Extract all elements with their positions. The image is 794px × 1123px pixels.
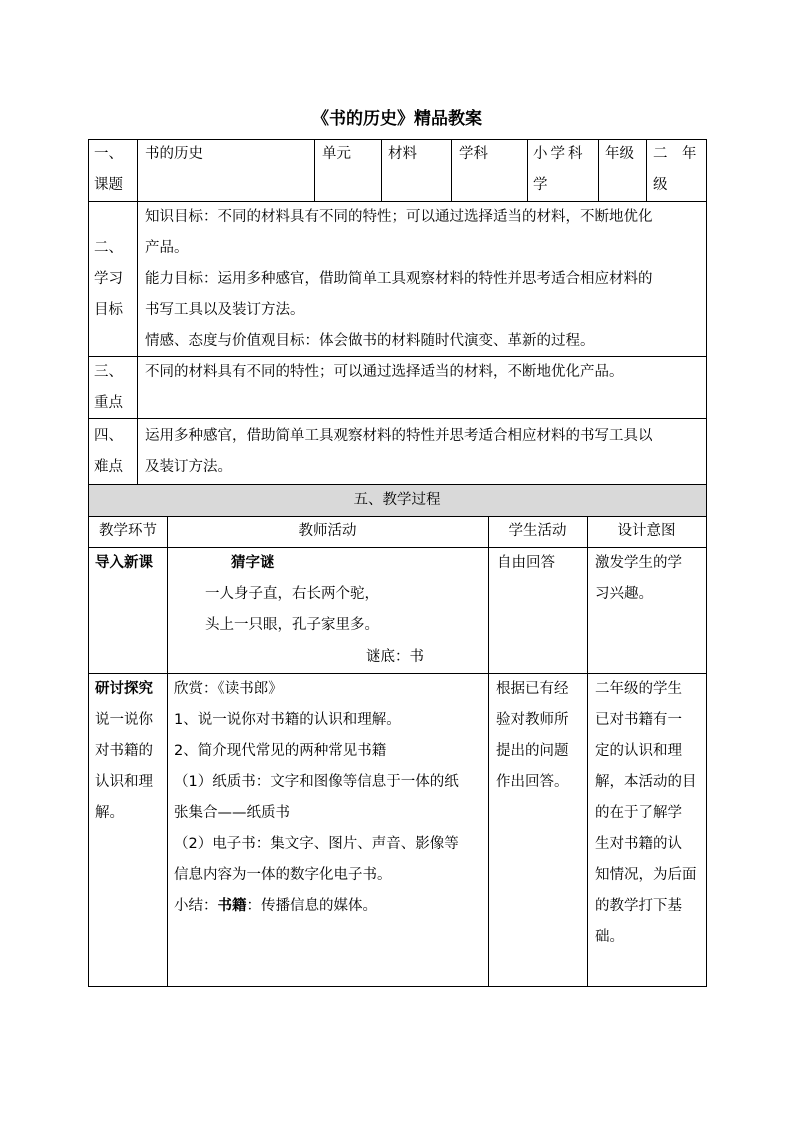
grade-value bbox=[653, 139, 705, 201]
explore-stage-line3: 认识和理 bbox=[95, 774, 153, 790]
explore-stage-title: 研讨探究 bbox=[95, 681, 153, 697]
goal-line4: 书写工具以及装订方法。 bbox=[145, 302, 305, 318]
teacher-line1: 欣赏：《读书郎》 bbox=[174, 681, 283, 697]
riddle-answer: 谜底：书 bbox=[366, 649, 424, 665]
unit-label: 单元 bbox=[322, 146, 351, 162]
topic-value: 书的历史 bbox=[145, 146, 203, 162]
difficult-point bbox=[145, 421, 705, 483]
explore-intent bbox=[595, 674, 705, 953]
section-heading: 五、教学过程 bbox=[353, 492, 441, 508]
vline bbox=[706, 139, 707, 987]
vline bbox=[451, 139, 452, 201]
subject-value-line2: 学 bbox=[533, 177, 548, 193]
student-line3: 提出的问题 bbox=[496, 743, 569, 759]
explore-student bbox=[496, 674, 586, 798]
difficult-line1: 运用多种感官，借助简单工具观察材料的特性并思考适合相应材料的书写工具以 bbox=[145, 428, 653, 444]
intent-line2: 已对书籍有一 bbox=[595, 712, 682, 728]
goal-line2: 产品。 bbox=[145, 240, 189, 256]
summary-keyword: 书籍 bbox=[217, 898, 247, 914]
grade-value-line1: 二 年 bbox=[653, 146, 697, 162]
teacher-line5: 张集合——纸质书 bbox=[174, 805, 290, 821]
summary-rest: ：传播信息的媒体。 bbox=[246, 898, 377, 914]
row2-label-line1: 二、 bbox=[94, 240, 123, 256]
teacher-line2: 1、说一说你对书籍的认识和理解。 bbox=[174, 712, 401, 728]
vline bbox=[381, 139, 382, 201]
student-line2: 验对教师所 bbox=[496, 712, 569, 728]
row1-label-line1: 一、 bbox=[94, 146, 123, 162]
row2-label-line3: 目标 bbox=[94, 302, 123, 318]
hline bbox=[88, 418, 707, 419]
teacher-line4: （1）纸质书：文字和图像等信息于一体的纸 bbox=[174, 774, 459, 790]
vline bbox=[88, 139, 89, 987]
key-point: 不同的材料具有不同的特性；可以通过选择适当的材料，不断地优化产品。 bbox=[145, 364, 624, 380]
subject-label: 学科 bbox=[459, 146, 488, 162]
student-line1: 根据已有经 bbox=[496, 681, 569, 697]
teacher-line3: 2、简介现代常见的两种常见书籍 bbox=[174, 743, 387, 759]
intent-line4: 解，本活动的目 bbox=[595, 774, 697, 790]
learning-goals bbox=[145, 202, 705, 357]
intent-line9: 础。 bbox=[595, 929, 624, 945]
row1-label-line2: 课题 bbox=[94, 177, 123, 193]
vline bbox=[137, 139, 138, 485]
vline bbox=[314, 139, 315, 201]
summary-prefix: 小结： bbox=[174, 898, 218, 914]
row1-label bbox=[94, 139, 136, 201]
goal-line1: 知识目标：不同的材料具有不同的特性；可以通过选择适当的材料，不断地优化 bbox=[145, 209, 653, 225]
intent-line3: 定的认识和理 bbox=[595, 743, 682, 759]
riddle-line1: 一人身子直，右长两个驼， bbox=[205, 586, 379, 602]
subject-value bbox=[533, 139, 595, 201]
row2-label-line2: 学习 bbox=[94, 271, 123, 287]
col-header-stage: 教学环节 bbox=[99, 523, 157, 539]
subject-value-line1: 小学科 bbox=[533, 146, 586, 162]
intro-stage: 导入新课 bbox=[95, 555, 153, 571]
intent-line6: 生对书籍的认 bbox=[595, 836, 682, 852]
explore-stage-line1: 说一说你 bbox=[95, 712, 153, 728]
col-header-student: 学生活动 bbox=[508, 523, 567, 539]
goal-line3: 能力目标：运用多种感官，借助简单工具观察材料的特性并思考适合相应材料的 bbox=[145, 271, 653, 287]
teacher-line7: 信息内容为一体的数字化电子书。 bbox=[174, 867, 392, 883]
row2-label bbox=[94, 233, 136, 326]
explore-stage-line2: 对书籍的 bbox=[95, 743, 153, 759]
intro-student: 自由回答 bbox=[497, 555, 555, 571]
row4-label bbox=[94, 421, 136, 483]
vline bbox=[167, 516, 168, 987]
intent-line5: 的在于了解学 bbox=[595, 805, 682, 821]
teacher-line6: （2）电子书：集文字、图片、声音、影像等 bbox=[174, 836, 459, 852]
grade-label: 年级 bbox=[605, 146, 634, 162]
explore-stage-line4: 解。 bbox=[95, 805, 124, 821]
riddle-line2: 头上一只眼，孔子家里多。 bbox=[205, 617, 379, 633]
intent-line7: 知情况，为后面 bbox=[595, 867, 697, 883]
grade-value-line2: 级 bbox=[653, 177, 668, 193]
teacher-summary bbox=[174, 891, 486, 922]
vline bbox=[598, 139, 599, 201]
col-header-intent: 设计意图 bbox=[617, 523, 676, 539]
row4-label-line1: 四、 bbox=[94, 428, 123, 444]
intro-intent-line2: 习兴趣。 bbox=[595, 586, 653, 602]
riddle-title: 猜字谜 bbox=[231, 555, 275, 571]
row3-label bbox=[94, 357, 136, 419]
row3-label-line2: 重点 bbox=[94, 395, 123, 411]
vline bbox=[527, 139, 528, 201]
hline bbox=[88, 986, 707, 987]
intro-intent-line1: 激发学生的学 bbox=[595, 555, 682, 571]
explore-teacher bbox=[174, 674, 486, 922]
intro-intent bbox=[595, 548, 705, 610]
difficult-line2: 及装订方法。 bbox=[145, 459, 232, 475]
col-header-teacher: 教师活动 bbox=[298, 523, 357, 539]
row4-label-line2: 难点 bbox=[94, 459, 123, 475]
intent-line1: 二年级的学生 bbox=[595, 681, 682, 697]
unit-value: 材料 bbox=[388, 146, 417, 162]
intent-line8: 的教学打下基 bbox=[595, 898, 682, 914]
vline bbox=[587, 516, 588, 987]
page-title: 《书的历史》精品教案 bbox=[312, 109, 482, 129]
student-line4: 作出回答。 bbox=[496, 774, 569, 790]
row3-label-line1: 三、 bbox=[94, 364, 123, 380]
goal-line5: 情感、态度与价值观目标：体会做书的材料随时代演变、革新的过程。 bbox=[145, 333, 595, 349]
vline bbox=[488, 516, 489, 987]
vline bbox=[646, 139, 647, 201]
explore-stage bbox=[95, 674, 165, 829]
